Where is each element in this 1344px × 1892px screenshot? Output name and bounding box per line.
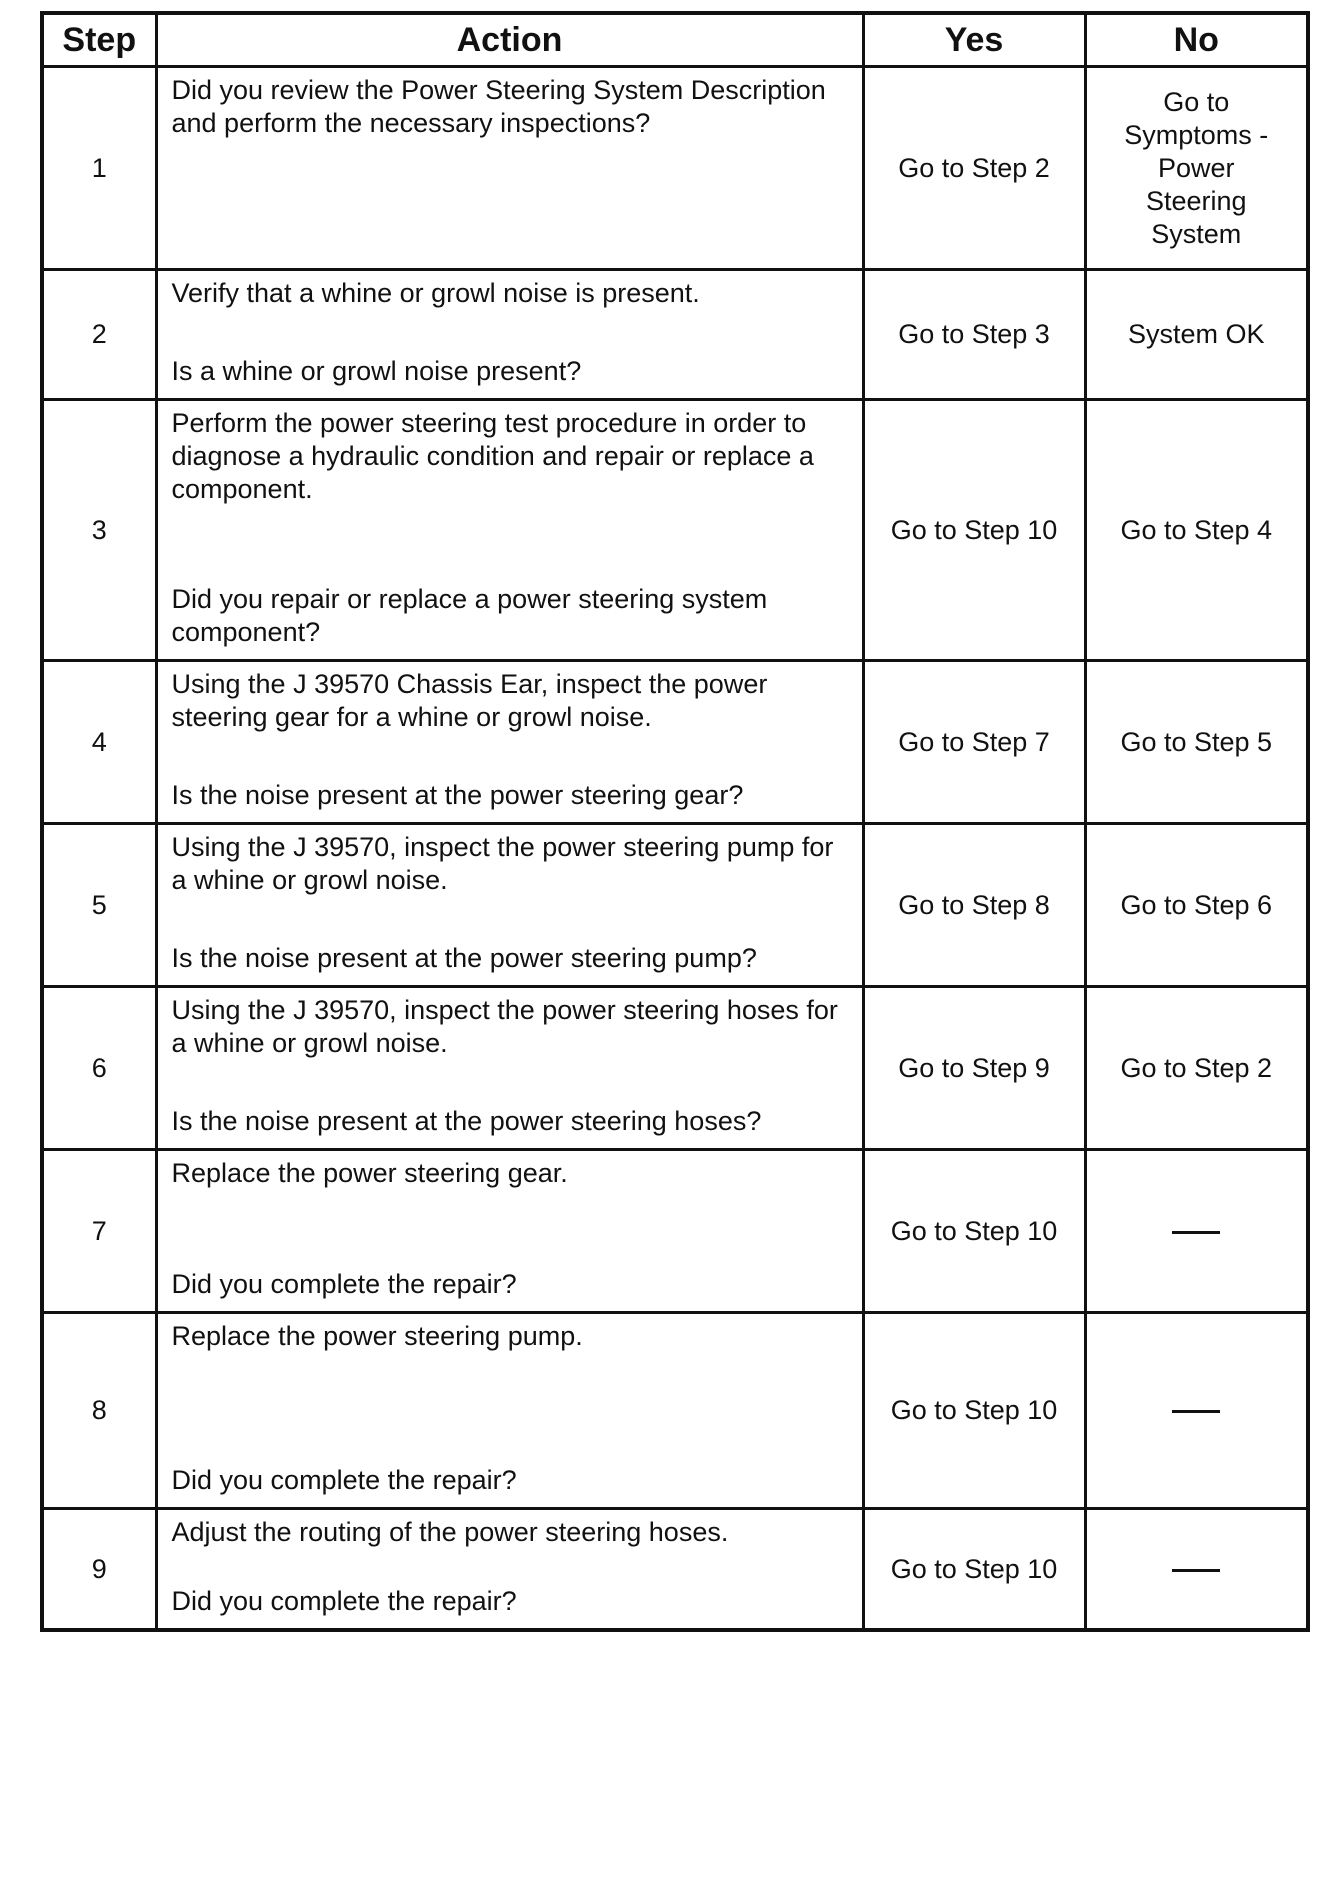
action-text: Using the J 39570 Chassis Ear, inspect the power steering gear for a whine or growl noise.: [171, 669, 768, 732]
action-cell: [156, 987, 863, 1150]
header-action: Action: [156, 13, 863, 67]
no-result: Go to Step 6: [1085, 824, 1308, 987]
action-text: Verify that a whine or growl noise is present.: [171, 278, 700, 308]
yes-result: Go to Step 2: [863, 67, 1085, 270]
no-result: Go to Step 2: [1085, 987, 1308, 1150]
table-row: [42, 1313, 1308, 1509]
table-row: [42, 824, 1308, 987]
no-result: Go to Step 5: [1085, 661, 1308, 824]
table-row: [42, 270, 1308, 400]
table-row: [42, 1509, 1308, 1631]
no-result-empty: [1085, 1150, 1308, 1313]
table-row: [42, 67, 1308, 270]
action-text: Did you review the Power Steering System Description and perform the necessary inspections?: [171, 75, 826, 138]
action-question: Did you complete the repair?: [171, 1586, 517, 1616]
step-number: 4: [42, 661, 156, 824]
action-question: Is a whine or growl noise present?: [171, 356, 582, 386]
action-question: Did you repair or replace a power steering system component?: [171, 584, 768, 647]
action-question: Is the noise present at the power steering gear?: [171, 780, 744, 810]
table-row: [42, 400, 1308, 661]
no-result: Go to Symptoms - Power Steering System: [1085, 67, 1308, 270]
step-number: 9: [42, 1509, 156, 1631]
action-text: Replace the power steering pump.: [171, 1321, 583, 1351]
table-row: [42, 1150, 1308, 1313]
dash-mark: [1172, 1569, 1220, 1572]
no-result: Go to Step 4: [1085, 400, 1308, 661]
action-text: Using the J 39570, inspect the power steering hoses for a whine or growl noise.: [171, 995, 838, 1058]
action-text: Perform the power steering test procedure in order to diagnose a hydraulic condition and repair or replace a component.: [171, 408, 814, 504]
step-number: 8: [42, 1313, 156, 1509]
action-question: Did you complete the repair?: [171, 1269, 517, 1299]
action-cell: [156, 67, 863, 270]
action-text: Using the J 39570, inspect the power steering pump for a whine or growl noise.: [171, 832, 834, 895]
step-number: 3: [42, 400, 156, 661]
action-text: Adjust the routing of the power steering hoses.: [171, 1517, 729, 1547]
action-cell: [156, 1313, 863, 1509]
no-result-empty: [1085, 1509, 1308, 1631]
action-cell: [156, 661, 863, 824]
header-step: Step: [42, 13, 156, 67]
yes-result: Go to Step 10: [863, 400, 1085, 661]
diagnostic-table: [40, 11, 1310, 1632]
yes-result: Go to Step 10: [863, 1150, 1085, 1313]
header-no: No: [1085, 13, 1308, 67]
yes-result: Go to Step 7: [863, 661, 1085, 824]
header-yes: Yes: [863, 13, 1085, 67]
step-number: 1: [42, 67, 156, 270]
step-number: 2: [42, 270, 156, 400]
dash-mark: [1172, 1231, 1220, 1234]
yes-result: Go to Step 9: [863, 987, 1085, 1150]
no-result-empty: [1085, 1313, 1308, 1509]
table-row: [42, 987, 1308, 1150]
action-question: Did you complete the repair?: [171, 1465, 517, 1495]
yes-result: Go to Step 8: [863, 824, 1085, 987]
table-header-row: [42, 13, 1308, 67]
step-number: 7: [42, 1150, 156, 1313]
dash-mark: [1172, 1410, 1220, 1413]
action-cell: [156, 824, 863, 987]
step-number: 5: [42, 824, 156, 987]
action-question: Is the noise present at the power steering hoses?: [171, 1106, 762, 1136]
action-cell: [156, 1509, 863, 1631]
action-cell: [156, 400, 863, 661]
action-cell: [156, 270, 863, 400]
yes-result: Go to Step 10: [863, 1313, 1085, 1509]
action-cell: [156, 1150, 863, 1313]
action-question: Is the noise present at the power steering pump?: [171, 943, 757, 973]
no-result: System OK: [1085, 270, 1308, 400]
yes-result: Go to Step 3: [863, 270, 1085, 400]
action-text: Replace the power steering gear.: [171, 1158, 568, 1188]
step-number: 6: [42, 987, 156, 1150]
yes-result: Go to Step 10: [863, 1509, 1085, 1631]
table-row: [42, 661, 1308, 824]
